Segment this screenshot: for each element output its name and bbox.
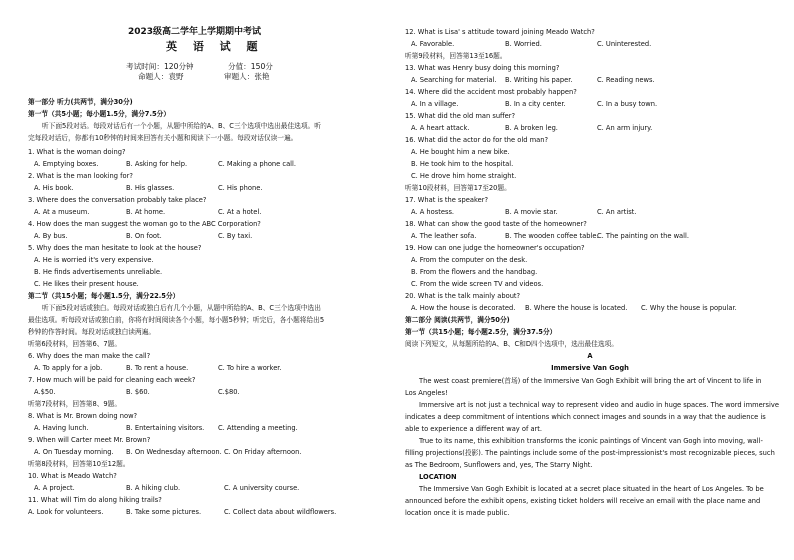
reading-instructions: 阅读下列短文，从每题所给的A、B、C和D四个选项中，选出最佳选项。: [405, 340, 618, 348]
question-15: 15. What did the old man suffer?: [405, 112, 516, 120]
part1-heading: 第一部分 听力(共两节，满分30分): [28, 98, 133, 106]
material-9-note: 听第9段材料，回答第13至16题。: [405, 52, 507, 60]
q10-option-a: A. A project.: [34, 484, 75, 492]
section2-instructions-end: 秒钟的作答时间。每段对话或独白读两遍。: [28, 328, 156, 336]
q17-option-a: A. A hostess.: [411, 208, 455, 216]
question-6: 6. Why does the man make the call?: [28, 352, 151, 360]
q1-option-c: C. Making a phone call.: [218, 160, 297, 168]
section2-heading: 第二节（共15小题；每小题1.5分，满分22.5分）: [28, 292, 180, 300]
passage-p3-line2: filling projections(投影). The paintings include some of the post-impressionist's most recognizable pieces, such: [405, 449, 775, 457]
q9-option-b: B. On Wednesday afternoon.: [126, 448, 222, 456]
q3-option-b: B. At home.: [126, 208, 166, 216]
question-19: 19. How can one judge the homeowner's occupation?: [405, 244, 585, 252]
passage-p3-line1: True to its name, this exhibition transforms the iconic paintings of Vincent van Gogh into moving, wall-: [419, 437, 763, 445]
passage-p4-line2: announced before the exhibit opens, existing ticket holders will receive an email with the place name and: [405, 497, 761, 505]
passage-title: Immersive Van Gogh: [551, 364, 629, 372]
question-14: 14. Where did the accident most probably happen?: [405, 88, 577, 96]
question-16: 16. What did the actor do for the old man?: [405, 136, 549, 144]
q3-option-c: C. At a hotel.: [218, 208, 262, 216]
q12-option-b: B. Worried.: [505, 40, 542, 48]
q5-option-a: A. He is worried it's very expensive.: [34, 256, 154, 264]
q14-option-a: A. In a village.: [411, 100, 459, 108]
q8-option-a: A. Having lunch.: [34, 424, 89, 432]
q19-option-c: C. From the wide screen TV and videos.: [411, 280, 544, 288]
q20-option-b: B. Where the house is located.: [525, 304, 628, 312]
q6-option-a: A. To apply for a job.: [34, 364, 103, 372]
question-1: 1. What is the woman doing?: [28, 148, 126, 156]
q16-option-b: B. He took him to the hospital.: [411, 160, 514, 168]
question-7: 7. How much will be paid for cleaning each week?: [28, 376, 196, 384]
question-2: 2. What is the man looking for?: [28, 172, 133, 180]
location-heading: LOCATION: [419, 473, 457, 481]
q18-option-b: B. The wooden coffee table.: [505, 232, 599, 240]
q11-option-a: A. Look for volunteers.: [28, 508, 104, 516]
q16-option-c: C. He drove him home straight.: [411, 172, 517, 180]
material-8-note: 听第8段材料，回答第10至12题。: [28, 460, 130, 468]
passage-p3-line3: as The Bedroom, Sunflowers and, yes, The Starry Night.: [405, 461, 593, 469]
q1-option-a: A. Emptying boxes.: [34, 160, 99, 168]
q9-option-c: C. On Friday afternoon.: [224, 448, 302, 456]
passage-p4-line3: location once it is made public.: [405, 509, 510, 517]
q5-option-b: B. He finds advertisements unreliable.: [34, 268, 163, 276]
q18-option-c: C. The painting on the wall.: [597, 232, 689, 240]
subject-title: 英 语 试 题: [166, 40, 264, 53]
q14-option-c: C. In a busy town.: [597, 100, 658, 108]
material-7-note: 听第7段材料，回答第8、9题。: [28, 400, 122, 408]
q12-option-c: C. Uninterested.: [597, 40, 652, 48]
exam-score: 分值：150分: [228, 62, 273, 71]
q7-option-a: A.$50.: [34, 388, 56, 396]
question-11: 11. What will Tim do along hiking trails?: [28, 496, 162, 504]
passage-p2-line1: Immersive art is not just a technical way to represent video and audio in huge spaces. The word immersive: [419, 401, 779, 409]
question-9: 9. When will Carter meet Mr. Brown?: [28, 436, 151, 444]
material-10-note: 听第10段材料，回答第17至20题。: [405, 184, 511, 192]
q3-option-a: A. At a museum.: [34, 208, 90, 216]
question-8: 8. What is Mr. Brown doing now?: [28, 412, 138, 420]
q15-option-c: C. An arm injury.: [597, 124, 653, 132]
question-13: 13. What was Henry busy doing this morning?: [405, 64, 560, 72]
q1-option-b: B. Asking for help.: [126, 160, 188, 168]
q10-option-c: C. A university course.: [224, 484, 300, 492]
exam-author: 命题人：袁野: [138, 72, 184, 81]
q6-option-b: B. To rent a house.: [126, 364, 189, 372]
exam-title: 2023级高二学年上学期期中考试: [128, 27, 262, 37]
question-10: 10. What is Meado Watch?: [28, 472, 117, 480]
question-4: 4. How does the man suggest the woman go to the ABC Corporation?: [28, 220, 261, 228]
q18-option-a: A. The leather sofa.: [411, 232, 477, 240]
passage-letter: A: [587, 352, 593, 360]
passage-p2-line2: indicates a deep commitment of intentions which connect images and sounds in a way that the audience is: [405, 413, 766, 421]
reading-section1-heading: 第一节（共15小题；每小题2.5分，满分37.5分）: [405, 328, 557, 336]
q20-option-c: C. Why the house is popular.: [641, 304, 737, 312]
q11-option-c: C. Collect data about wildflowers.: [224, 508, 337, 516]
question-17: 17. What is the speaker?: [405, 196, 489, 204]
material-6-note: 听第6段材料，回答第6、7题。: [28, 340, 122, 348]
question-5: 5. Why does the man hesitate to look at the house?: [28, 244, 202, 252]
section1-heading: 第一节（共5小题；每小题1.5分，满分7.5分）: [28, 110, 171, 118]
question-12: 12. What is Lisa' s attitude toward joining Meado Watch?: [405, 28, 595, 36]
passage-p1-line1: The west coast premiere(首场) of the Immersive Van Gogh Exhibit will bring the art of Vincent to life in: [419, 377, 762, 385]
exam-time: 考试时间：120分钟: [126, 62, 194, 71]
q8-option-b: B. Entertaining visitors.: [126, 424, 205, 432]
q13-option-c: C. Reading news.: [597, 76, 655, 84]
q17-option-c: C. An artist.: [597, 208, 637, 216]
q5-option-c: C. He likes their present house.: [34, 280, 139, 288]
q7-option-c: C.$80.: [218, 388, 240, 396]
q13-option-a: A. Searching for material.: [411, 76, 497, 84]
q4-option-c: C. By taxi.: [218, 232, 253, 240]
q14-option-b: B. In a city center.: [505, 100, 566, 108]
passage-p1-line2: Los Angeles!: [405, 389, 448, 397]
q2-option-c: C. His phone.: [218, 184, 263, 192]
part2-heading: 第二部分 阅读(共两节，满分50分): [405, 316, 510, 324]
q4-option-a: A. By bus.: [34, 232, 68, 240]
passage-p4-line1: The Immersive Van Gogh Exhibit is located at a secret place situated in the heart of Los Angeles. To be: [419, 485, 764, 493]
q19-option-b: B. From the flowers and the handbag.: [411, 268, 538, 276]
q20-option-a: A. How the house is decorated.: [411, 304, 516, 312]
section1-instructions-cont: 完每段对话后，你都有10秒钟的时间来回答有关小题和阅读下一小题。每段对话仅读一遍。: [28, 134, 298, 142]
q19-option-a: A. From the computer on the desk.: [411, 256, 528, 264]
question-18: 18. What can show the good taste of the homeowner?: [405, 220, 587, 228]
section2-instructions-cont: 最佳选项。听每段对话或独白前，你将有时间阅读各个小题，每小题5秒钟；听完后，各小题将给出5: [28, 316, 325, 324]
q4-option-b: B. On foot.: [126, 232, 162, 240]
q12-option-a: A. Favorable.: [411, 40, 455, 48]
q9-option-a: A. On Tuesday morning.: [34, 448, 114, 456]
q16-option-a: A. He bought him a new bike.: [411, 148, 510, 156]
q2-option-b: B. His glasses.: [126, 184, 175, 192]
q13-option-b: B. Writing his paper.: [505, 76, 573, 84]
q11-option-b: B. Take some pictures.: [126, 508, 202, 516]
section1-instructions: 听下面5段对话。每段对话后有一个小题，从题中所给的A、B、C三个选项中选出最佳选项。听: [42, 122, 321, 130]
q10-option-b: B. A hiking club.: [126, 484, 181, 492]
section2-instructions: 听下面5段对话或独白。每段对话或独白后有几个小题，从题中所给的A、B、C三个选项中选出: [42, 304, 321, 312]
q7-option-b: B. $60.: [126, 388, 150, 396]
question-20: 20. What is the talk mainly about?: [405, 292, 521, 300]
q6-option-c: C. To hire a worker.: [218, 364, 282, 372]
q17-option-b: B. A movie star.: [505, 208, 558, 216]
question-3: 3. Where does the conversation probably take place?: [28, 196, 207, 204]
q15-option-a: A. A heart attack.: [411, 124, 470, 132]
q15-option-b: B. A broken leg.: [505, 124, 558, 132]
exam-reviewer: 审题人：张艳: [224, 72, 270, 81]
q2-option-a: A. His book.: [34, 184, 74, 192]
passage-p2-line3: able to experience a different way of art.: [405, 425, 543, 433]
q8-option-c: C. Attending a meeting.: [218, 424, 298, 432]
